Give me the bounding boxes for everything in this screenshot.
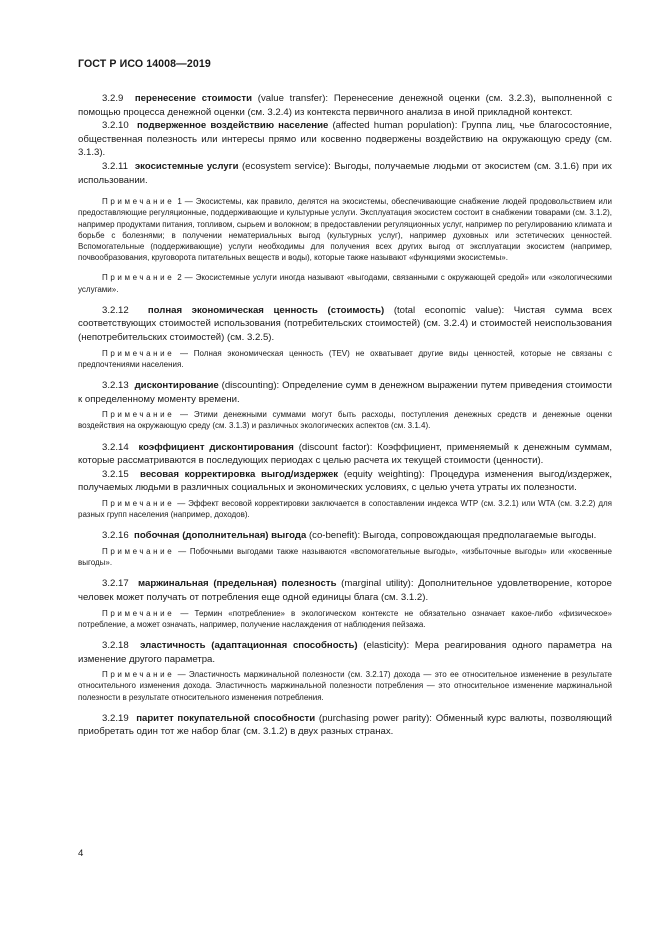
entry-3-2-16 [78, 529, 612, 543]
document-header: ГОСТ Р ИСО 14008—2019 [78, 58, 211, 70]
entry-3-2-9 [78, 92, 612, 119]
note-tev: Примечание — Полная экономическая ценность (TEV) не охватывает другие виды ценностей, которые не связаны с предпочтениями населения. [78, 348, 612, 369]
entry-text: (affected human population): Группа лиц, чье благосостояние, общественная полезность или интересы прямо или косвенно подвержены воздействию на окружающую среду (см. 3.1.3). [78, 120, 612, 159]
entry-3-2-15 [78, 468, 612, 495]
entry-number: 3.2.13 [102, 379, 129, 391]
entry-3-2-10 [78, 119, 612, 160]
entry-3-2-14 [78, 441, 612, 468]
note-marginal: Примечание — Термин «потребление» в экологическом контексте не обязательно означает какое-либо «физическое» потребление, а может означать, например, получение наслаждения от наблюдения пейзажа. [78, 608, 612, 629]
entry-text: (discount factor): Коэффициент, применяемый к денежным суммам, которые рассматриваются в последующих периодах с целью расчета их текущей стоимости (ценности). [78, 441, 612, 467]
entry-text: (marginal utility): Дополнительное удовлетворение, которое человек может получать от потребления еще одной единицы блага (см. 3.1.2). [78, 578, 612, 603]
note-label: Примечание [102, 546, 175, 556]
entry-term: коэффициент дисконтирования [138, 441, 294, 453]
note-discounting: Примечание — Этими денежными суммами могут быть расходы, поступления денежных средств и денежные оценки воздействия на окружающую среду (см. 3.1.3) и различных экологических аспектов (см. 3.1.4). [78, 410, 612, 431]
page-number: 4 [78, 848, 84, 859]
note-text: Побочными выгодами также называются «вспомогательные выгоды», «избыточные выгоды» или «косвенные выгоды». [78, 546, 613, 568]
entry-number: 3.2.14 [102, 441, 129, 453]
entry-number: 3.2.17 [102, 578, 129, 590]
entry-3-2-18 [78, 639, 612, 666]
entry-text: (ecosystem service): Выгоды, получаемые людьми от экосистем (см. 3.1.6) при их использовании. [78, 160, 612, 186]
entry-term: дисконтирование [134, 379, 219, 391]
entry-number: 3.2.19 [102, 712, 129, 724]
note-text: Этими денежными суммами могут быть расходы, поступления денежных средств и денежные оценки воздействия на окружающую среду (см. 3.1.3) и различных экологических аспектов (см. 3.1.4). [78, 410, 612, 431]
entry-text: (value transfer): Перенесение денежной оценки (см. 3.2.3), выполненной с помощью процесса денежной оценки (см. 3.2.4) из контекста первичного анализа в иной прикладной контекст. [78, 93, 612, 118]
note-ecosystem-2: Примечание 2 — Экосистемные услуги иногда называют «выгодами, связанными с окружающей средой» или «экологическими услугами». [78, 273, 612, 294]
entry-number: 3.2.15 [102, 468, 129, 480]
note-label: Примечание [102, 670, 175, 680]
entry-text: (co-benefit): Выгода, сопровождающая предполагаемые выгоды. [306, 530, 597, 542]
entry-3-2-11 [78, 160, 612, 187]
entry-text: (purchasing power parity): Обменный курс валюты, позволяющий приобретать один тот же набор благ (см. 3.1.2) в двух разных странах. [78, 712, 612, 738]
entry-text: (elasticity): Мера реагирования одного параметра на изменение другого параметра. [78, 639, 612, 665]
note-text: Эластичность маржинальной полезности (см. 3.2.17) дохода — это ее относительное изменение в результате относительного изменения дохода. Эластичность маржинальной полезности потребления — это относительное изменение маржинальной полезности в результате относительного изменения потребления. [78, 670, 612, 702]
entry-3-2-12 [78, 304, 612, 345]
note-text: Эффект весовой корректировки заключается в сопоставлении индекса WTP (см. 3.2.1) или WTA (см. 3.2.2) для разных групп населения (например, доходов). [78, 498, 612, 520]
note-label: Примечание [102, 608, 175, 618]
entry-term: эластичность (адаптационная способность) [140, 639, 358, 651]
entry-term: весовая корректировка выгод/издержек [140, 468, 339, 480]
entry-term: побочная (дополнительная) выгода [134, 530, 307, 542]
note-co-benefit: Примечание — Побочными выгодами также называются «вспомогательные выгоды», «избыточные выгоды» или «косвенные выгоды». [78, 546, 613, 568]
page-content [78, 92, 612, 739]
entry-number: 3.2.18 [102, 639, 129, 651]
entry-number: 3.2.12 [102, 304, 129, 316]
entry-term: паритет покупательной способности [136, 712, 316, 724]
note-text: Экосистемы, как правило, делятся на экосистемы, обеспечивающие снабжение людей продовольствием или предоставляющие регуляционные, поддерживающие и культурные услуги. Эксплуатация экосистем состоит в снабжении товарами (см. 3.1.2), например продуктами питания, топливом, сырьем и волокном; в предоставлении регуляционных услуг, например по регулированию климата и борьбе с болезнями; в получении нематериальных выгод (культурных услуг), например духовных или эстетических ценностей. Вспомогательные (поддерживающие) услуги необходимы для получения всех других выгод от эксплуатации экосистем (например, почвообразования, круговорота питательных веществ и воды), которые также называют «функциями экосистемы». [78, 197, 612, 263]
entry-term: подверженное воздействию население [137, 120, 329, 132]
entry-text: (discounting): Определение сумм в денежном выражении путем приведения стоимости к определенному моменту времени. [78, 379, 612, 405]
note-label: Примечание [102, 197, 175, 207]
note-label: Примечание [102, 410, 175, 420]
note-equity: Примечание — Эффект весовой корректировки заключается в сопоставлении индекса WTP (см. 3.2.1) или WTA (см. 3.2.2) для разных групп населения (например, доходов). [78, 498, 612, 520]
note-text: Термин «потребление» в экологическом контексте не обязательно означает какое-либо «физическое» потребление, а может означать, например, получение наслаждения от наблюдения пейзажа. [78, 608, 612, 629]
entry-term: экосистемные услуги [134, 160, 239, 172]
note-ecosystem-1: Примечание 1 — Экосистемы, как правило, делятся на экосистемы, обеспечивающие снабжение людей продовольствием или предоставляющие регуляционные, поддерживающие и культурные услуги. Эксплуатация экосистем состоит в снабжении товарами (см. 3.1.2), например продуктами питания, топливом, сырьем и волокном; в предоставлении регуляционных услуг, например по регулированию климата и борьбе с болезнями; в получении нематериальных выгод (культурных услуг), например духовных или эстетических ценностей. Вспомогательные (поддерживающие) услуги необходимы для получения всех других выгод от эксплуатации экосистем (например, почвообразования, круговорота питательных веществ и воды), которые также называют «функциями экосистемы». [78, 197, 612, 263]
entry-text: (equity weighting): Процедура изменения выгод/издержек, получаемых людьми в различных социальных и экономических условиях, с целью учета утраты их полезности. [78, 468, 612, 494]
entry-term: перенесение стоимости [134, 93, 252, 104]
entry-number: 3.2.10 [102, 120, 129, 132]
note-label: Примечание [102, 348, 175, 358]
entry-number: 3.2.9 [102, 93, 124, 104]
note-text: Экосистемные услуги иногда называют «выгодами, связанными с окружающей средой» или «экологическими услугами». [78, 273, 612, 294]
entry-term: полная экономическая ценность (стоимость) [147, 304, 385, 316]
entry-text: (total economic value): Чистая сумма всех соответствующих стоимостей использования (потребительских стоимостей) (см. 3.2.4) и стоимостей неиспользования (непотребительских стоимостей) (см. 3.2.5). [78, 304, 612, 343]
entry-3-2-19 [78, 712, 612, 739]
note-label: Примечание [102, 498, 175, 508]
entry-3-2-17 [78, 577, 612, 604]
entry-number: 3.2.16 [102, 530, 129, 542]
entry-number: 3.2.11 [102, 160, 128, 172]
note-label: Примечание [102, 273, 175, 283]
entry-3-2-13 [78, 379, 612, 406]
note-text: Полная экономическая ценность (TEV) не охватывает другие виды ценностей, которые не связаны с предпочтениями населения. [78, 348, 612, 369]
note-elasticity: Примечание — Эластичность маржинальной полезности (см. 3.2.17) дохода — это ее относительное изменение в результате относительного изменения дохода. Эластичность маржинальной полезности потребления — это относительное изменение маржинальной полезности в результате относительного изменения потребления. [78, 670, 612, 702]
entry-term: маржинальная (предельная) полезность [138, 578, 337, 590]
